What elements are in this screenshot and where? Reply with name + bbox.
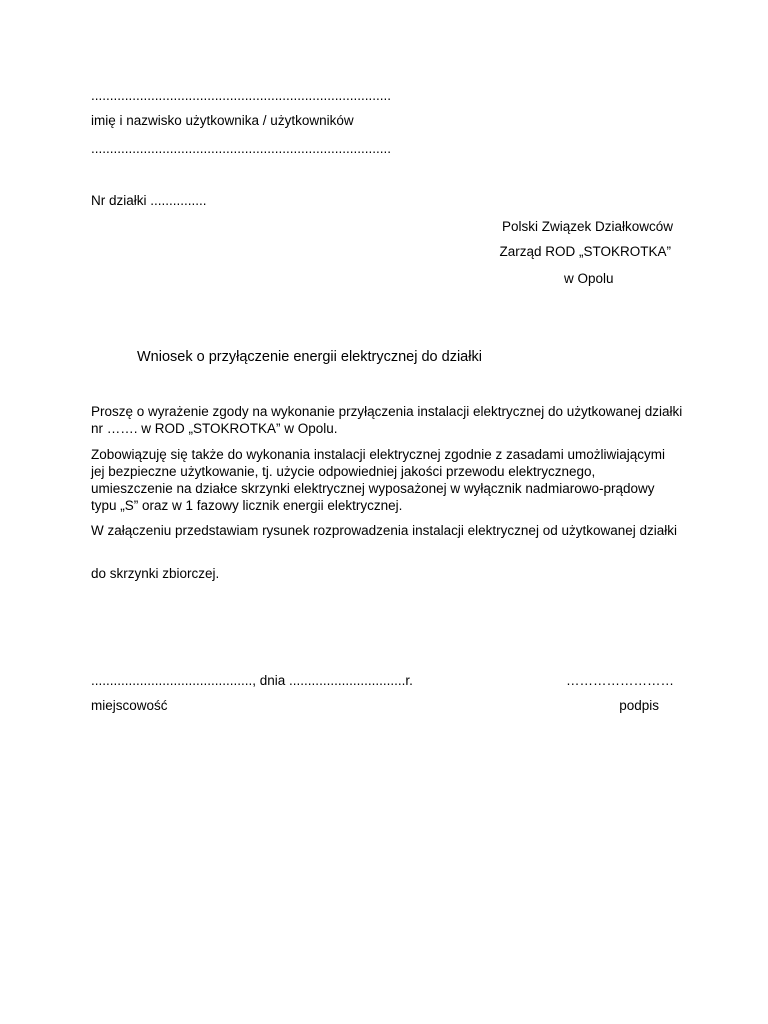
signature-label: podpis [619,698,659,713]
name-dots-line-1: ................................................................................ [91,88,392,103]
addressee-line-3: w Opolu [564,271,614,286]
plot-number-line: Nr działki ............... [91,193,207,208]
body-paragraph-3: W załączeniu przedstawiam rysunek rozprowadzenia instalacji elektrycznej od użytkowanej działki [91,523,678,538]
place-date-line: ..........................................., dnia ...............................r. [91,673,413,688]
addressee-line-1: Polski Związek Działkowców [501,219,673,234]
body-paragraph-2: Zobowiązuję się także do wykonania instalacji elektrycznej zgodnie z zasadami umożliwiającymi jej bezpieczne użytkowanie, tj. użycie odpowiedniej jakości przewodu elektrycznego, umieszczenie na działce skrzynki elektrycznej wyposażonej w wyłącznik nadmiarowo-prądowy typu „S” oraz w 1 fazowy licznik energii elektrycznej. [91,447,666,513]
addressee-line-2: Zarząd ROD „STOKROTKA” [499,244,671,259]
name-dots-line-2: ................................................................................ [91,141,392,156]
user-name-label: imię i nazwisko użytkownika / użytkowników [91,113,354,128]
signature-dots: …………………… [566,673,674,688]
body-paragraph-4: do skrzynki zbiorczej. [91,566,220,581]
place-label: miejscowość [91,698,168,713]
document-title: Wniosek o przyłączenie energii elektrycznej do działki [137,349,482,365]
body-paragraph-1: Proszę o wyrażenie zgody na wykonanie przyłączenia instalacji elektrycznej do użytkowanej działki nr ……. w ROD „STOKROTKA” w Opolu. [91,404,683,436]
